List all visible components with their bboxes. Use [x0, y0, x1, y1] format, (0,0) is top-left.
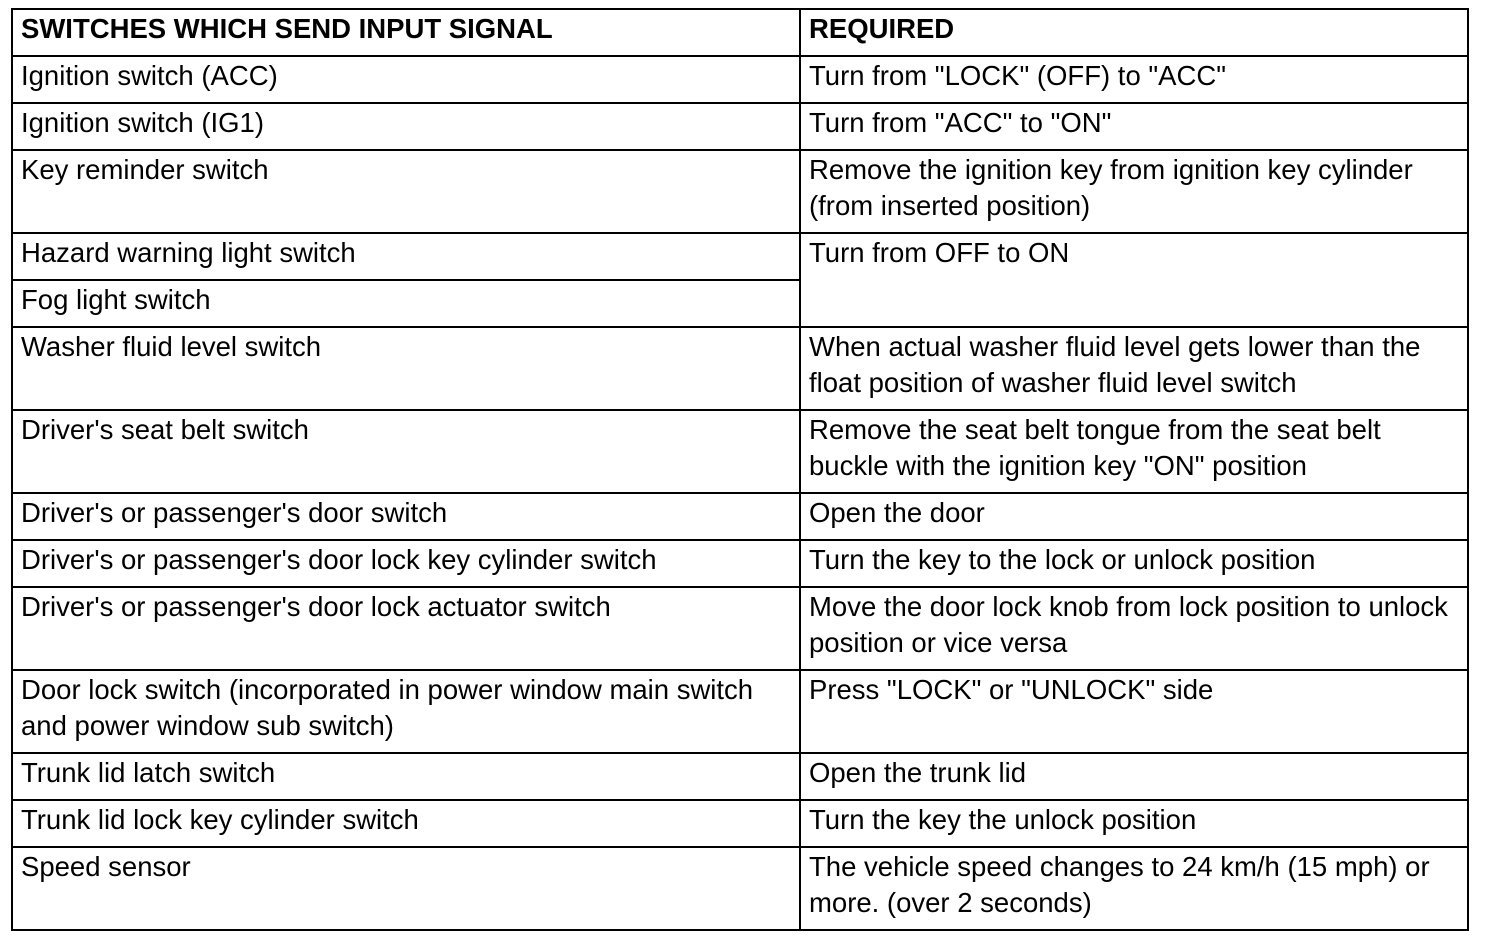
required-cell: Turn from "ACC" to "ON": [800, 103, 1468, 150]
table-row: [12, 587, 1468, 670]
switch-cell: Trunk lid lock key cylinder switch: [12, 800, 800, 847]
required-cell: Press "LOCK" or "UNLOCK" side: [800, 670, 1468, 753]
required-cell: Turn the key the unlock position: [800, 800, 1468, 847]
switch-cell: Door lock switch (incorporated in power window main switch and power window sub switch): [12, 670, 800, 753]
switch-cell: Fog light switch: [12, 280, 800, 327]
required-cell: Turn from "LOCK" (OFF) to "ACC": [800, 56, 1468, 103]
table-row: [12, 753, 1468, 800]
table-row: [12, 56, 1468, 103]
switch-cell: Driver's or passenger's door lock actuator switch: [12, 587, 800, 670]
required-cell: Open the door: [800, 493, 1468, 540]
required-cell: Turn the key to the lock or unlock position: [800, 540, 1468, 587]
required-cell: The vehicle speed changes to 24 km/h (15 mph) or more. (over 2 seconds): [800, 847, 1468, 930]
switch-cell: Driver's or passenger's door switch: [12, 493, 800, 540]
table-header-row: [12, 9, 1468, 56]
table-row: [12, 540, 1468, 587]
switch-cell: Speed sensor: [12, 847, 800, 930]
switch-input-table: [11, 8, 1469, 931]
switch-cell: Ignition switch (IG1): [12, 103, 800, 150]
switch-cell: Driver's seat belt switch: [12, 410, 800, 493]
table-row: [12, 670, 1468, 753]
switch-cell: Trunk lid latch switch: [12, 753, 800, 800]
switch-cell: Washer fluid level switch: [12, 327, 800, 410]
switch-cell: Ignition switch (ACC): [12, 56, 800, 103]
switch-cell: Key reminder switch: [12, 150, 800, 233]
switch-cell: Hazard warning light switch: [12, 233, 800, 280]
switch-cell: Driver's or passenger's door lock key cylinder switch: [12, 540, 800, 587]
table-row: [12, 150, 1468, 233]
required-cell: When actual washer fluid level gets lower than the float position of washer fluid level switch: [800, 327, 1468, 410]
required-cell: Remove the seat belt tongue from the seat belt buckle with the ignition key "ON" position: [800, 410, 1468, 493]
table-row: [12, 103, 1468, 150]
table-row: [12, 410, 1468, 493]
required-cell: Remove the ignition key from ignition key cylinder (from inserted position): [800, 150, 1468, 233]
table-row: [12, 327, 1468, 410]
required-cell: Open the trunk lid: [800, 753, 1468, 800]
header-switches: SWITCHES WHICH SEND INPUT SIGNAL: [12, 9, 800, 56]
table-row: [12, 493, 1468, 540]
required-cell: Turn from OFF to ON: [800, 233, 1468, 327]
table-row: [12, 847, 1468, 930]
table-row: [12, 233, 1468, 280]
table-row: [12, 800, 1468, 847]
header-required: REQUIRED: [800, 9, 1468, 56]
required-cell: Move the door lock knob from lock position to unlock position or vice versa: [800, 587, 1468, 670]
